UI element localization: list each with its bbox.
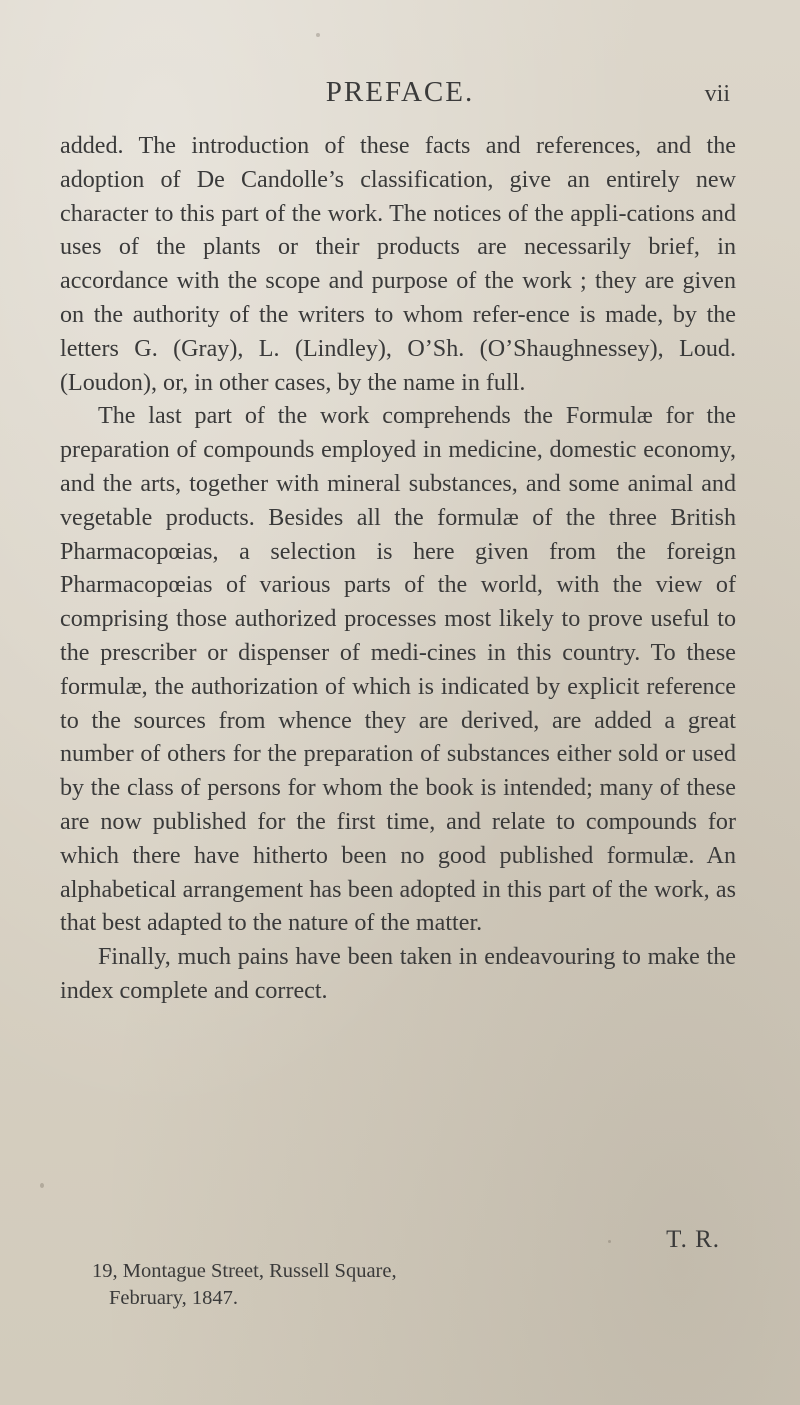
body-text [60,130,736,1009]
paper-spot [40,1183,44,1188]
address-block [92,1258,397,1312]
street-address: 19, Montague Street, Russell Square, [92,1260,397,1282]
paper-spot [608,1240,611,1243]
page-number: vii [704,81,730,107]
running-title: PREFACE. [325,76,475,108]
paragraph-index: Finally, much pains have been taken in endeavouring to make the index complete and correct. [60,944,736,1004]
paragraph-formulae: The last part of the work comprehends the Formulæ for the preparation of compounds employed in medicine, domestic economy, and the arts, together with mineral substances, and some animal and vegetable products. Besides all the formulæ of the three British Pharmacopœias, a selection is here given from the foreign Pharmacopœias of various parts of the world, with the view of comprising those authorized processes most likely to prove useful to the prescriber or dispenser of medi-cines in this country. To these formulæ, the authorization of which is indicated by explicit reference to the sources from whence they are derived, are added a great number of others for the preparation of substances either sold or used by the class of persons for whom the book is intended; many of these are now published for the first time, and relate to compounds for which there have hitherto been no good published formulæ. An alphabetical arrangement has been adopted in this part of the work, as that best adapted to the nature of the matter. [60,403,736,937]
paragraph-continued: added. The introduction of these facts and references, and the adoption of De Candolle’s classification, give an entirely new character to this part of the work. The notices of the appli-cations and uses of the plants or their products are necessarily brief, in accordance with the scope and purpose of the work ; they are given on the authority of the writers to whom refer-ence is made, by the letters G. (Gray), L. (Lindley), O’Sh. (O’Shaughnessey), Loud. (Loudon), or, in other cases, by the name in full. [60,133,736,396]
date-line: February, 1847. [109,1287,239,1309]
author-initials: T. R. [666,1226,720,1253]
paper-spot [316,33,320,37]
running-head [60,76,740,110]
